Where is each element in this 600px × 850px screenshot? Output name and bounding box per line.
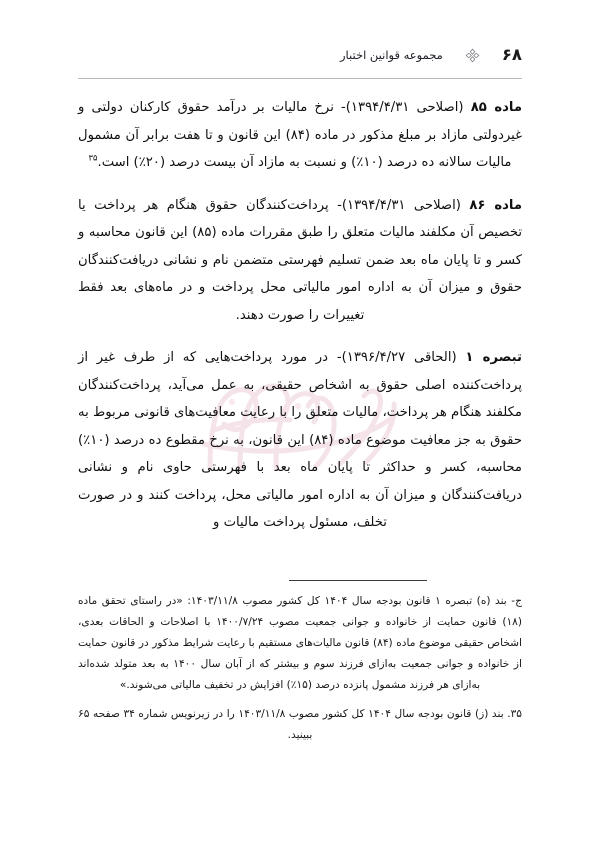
running-title: مجموعه قوانین اختبار: [339, 48, 443, 62]
paragraph-article-85: [78, 94, 522, 177]
running-head: [78, 42, 522, 68]
paragraph-text: (الحاقی ۱۳۹۶/۴/۲۷)- در مورد پرداخت‌هایی که از طرف غیر از پرداخت‌کننده اصلی حقوق به اشخاص حقیقی، به عمل می‌آید، پرداخت‌کنندگان مکلفند هنگام هر پرداخت، مالیات متعلق را با رعایت معافیت‌های قانونی مربوط به حقوق به جز معافیت موضوع ماده (۸۴) این قانون، به نرخ مقطوع ده درصد (۱۰٪) محاسبه، کسر و حداکثر تا پایان ماه بعد با فهرستی حاوی نام و نشانی دریافت‌کنندگان و میزان آن به اداره امور مالیاتی محل، پرداخت کنند و در صورت تخلف، مسئول پرداخت مالیات و: [78, 350, 522, 530]
header-divider: [78, 78, 522, 79]
paragraph-lead: ماده ۸۶: [469, 197, 522, 213]
paragraph-article-86: [78, 192, 522, 330]
paragraph-text: (اصلاحی ۱۳۹۴/۴/۳۱)- نرخ مالیات بر درآمد حقوق کارکنان دولتی و غیردولتی مازاد بر مبلغ مذکور در ماده (۸۴) این قانون و تا هفت برابر آن مشمول مالیات سالانه ده درصد (۱۰٪) و نسبت به مازاد آن بیست درصد (۲۰٪) است.: [78, 100, 522, 170]
paragraph-text: (اصلاحی ۱۳۹۴/۴/۳۱)- پرداخت‌کنندگان حقوق هنگام هر پرداخت یا تخصیص آن مکلفند مالیات متعلق را طبق مقررات ماده (۸۵) این قانون محاسبه و کسر و تا پایان ماه بعد ضمن تسلیم فهرستی متضمن نام و نشانی دریافت‌کنندگان حقوق و میزان آن به اداره امور مالیاتی محل پرداخت و در ماه‌های بعد فقط تغییرات را صورت دهند.: [78, 197, 522, 323]
page-number: ۶۸: [501, 45, 522, 65]
paragraph-note-1: [78, 344, 522, 537]
footnote-divider: [289, 580, 427, 581]
paragraph-lead: تبصره ۱: [465, 350, 522, 365]
paragraph-lead: ماده ۸۵: [470, 100, 523, 115]
footnote-marker: ۳۵: [88, 152, 98, 163]
footnote-section: [78, 580, 522, 746]
body-text-column: [78, 94, 522, 537]
quatrefoil-ornament-icon: [465, 48, 480, 63]
footnote-item: ج- بند (ه) تبصره ۱ قانون بودجه سال ۱۴۰۴ کل کشور مصوب ۱۴۰۳/۱۱/۸: «در راستای تحقق ماده (۱۸) قانون حمایت از خانواده و جوانی جمعیت مصوب ۱۴۰۰/۷/۲۴ با اصلاحات و الحاقات بعدی، اشخاص حقیقی موضوع ماده (۸۴) قانون مالیات‌های مستقیم با رعایت شرایط مذکور در قانون حمایت از خانواده و جوانی جمعیت به‌ازای فرزند سوم و بیشتر که از آبان سال ۱۴۰۰ به بعد متولد شده‌اند به‌ازای هر فرزند مشمول پانزده درصد (۱۵٪) افزایش در تخفیف مالیاتی می‌شوند.»: [78, 595, 522, 692]
footnote-item: ۳۵. بند (ز) قانون بودجه سال ۱۴۰۴ کل کشور مصوب ۱۴۰۳/۱۱/۸ را در زیرنویس شماره ۳۴ صفحه ۶۵ ببینید.: [78, 708, 522, 742]
